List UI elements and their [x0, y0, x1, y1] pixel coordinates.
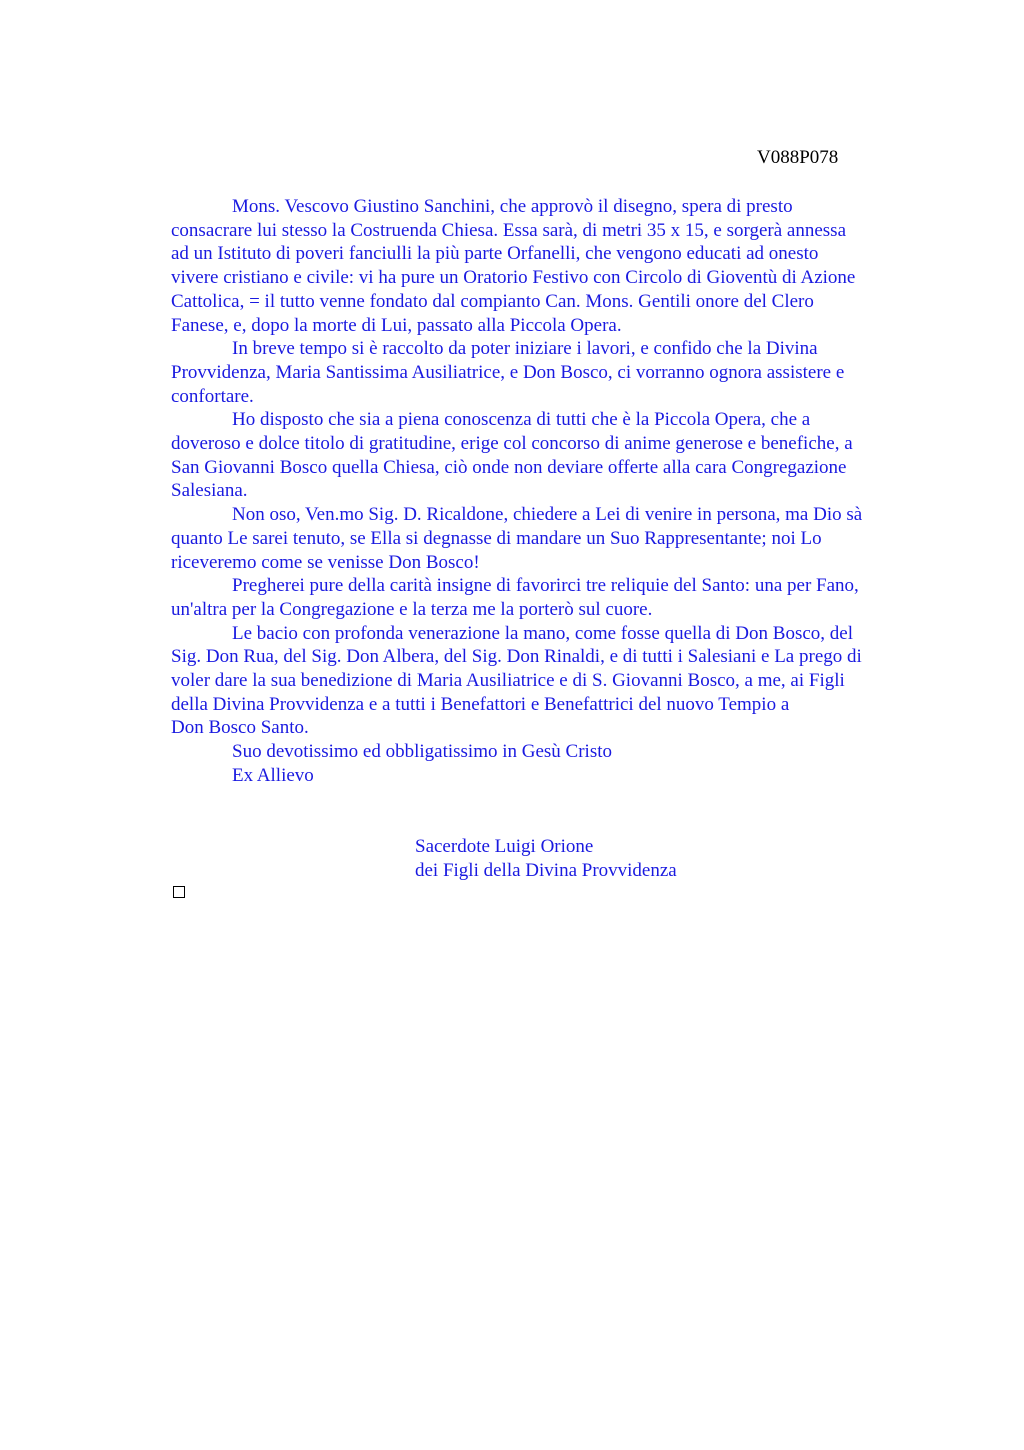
text-line: della Divina Provvidenza e a tutti i Benefattori e Benefattrici del nuovo Tempio a [171, 693, 790, 715]
text-line: Provvidenza, Maria Santissima Ausiliatrice, e Don Bosco, ci vorranno ognora assistere e [171, 361, 845, 383]
text-line: un'altra per la Congregazione e la terza me la porterò sul cuore. [171, 598, 653, 620]
text-line: riceveremo come se venisse Don Bosco! [171, 551, 480, 573]
text-line: Ho disposto che sia a piena conoscenza di tutti che è la Piccola Opera, che a [232, 409, 811, 431]
text-line: vivere cristiano e civile: vi ha pure un Oratorio Festivo con Circolo di Gioventù di Azione [171, 267, 856, 289]
signature-name: Sacerdote Luigi Orione [415, 836, 594, 857]
text-line: San Giovanni Bosco quella Chiesa, ciò onde non deviare offerte alla cara Congregazione [171, 456, 847, 478]
text-line: Cattolica, = il tutto venne fondato dal compianto Can. Mons. Gentili onore del Clero [171, 290, 814, 312]
text-line: Salesiana. [171, 480, 248, 502]
page-id: V088P078 [757, 147, 839, 168]
signature-block [415, 835, 677, 882]
text-line: doveroso e dolce titolo di gratitudine, erige col concorso di anime generose e benefiche, a [171, 433, 853, 455]
text-line: Non oso, Ven.mo Sig. D. Ricaldone, chiedere a Lei di venire in persona, ma Dio sà [232, 504, 863, 526]
text-line: Pregherei pure della carità insigne di favorirci tre reliquie del Santo: una per Fano, [232, 575, 859, 597]
text-line: quanto Le sarei tenuto, se Ella si degnasse di mandare un Suo Rappresentante; noi Lo [171, 527, 822, 549]
signature-title: dei Figli della Divina Provvidenza [415, 859, 677, 881]
closing-line: Ex Allievo [232, 764, 314, 786]
text-line: Sig. Don Rua, del Sig. Don Albera, del Sig. Don Rinaldi, e di tutti i Salesiani e La prego di [171, 646, 862, 668]
closing-line: Suo devotissimo ed obbligatissimo in Gesù Cristo [232, 741, 613, 763]
text-line: Le bacio con profonda venerazione la mano, come fosse quella di Don Bosco, del [232, 622, 853, 644]
text-line: confortare. [171, 385, 254, 407]
checkbox-icon [173, 886, 185, 898]
text-line: consacrare lui stesso la Costruenda Chiesa. Essa sarà, di metri 35 x 15, e sorgerà annessa [171, 219, 847, 241]
text-line: Fanese, e, dopo la morte di Lui, passato alla Piccola Opera. [171, 314, 622, 336]
text-line: In breve tempo si è raccolto da poter iniziare i lavori, e confido che la Divina [232, 338, 818, 360]
text-line: voler dare la sua benedizione di Maria Ausiliatrice e di S. Giovanni Bosco, a me, ai Figli [171, 670, 845, 692]
text-line: Don Bosco Santo. [171, 717, 309, 739]
text-line: ad un Istituto di poveri fanciulli la più parte Orfanelli, che vengono educati ad onesto [171, 243, 819, 265]
text-line: Mons. Vescovo Giustino Sanchini, che approvò il disegno, spera di presto [232, 196, 793, 217]
letter-body [171, 195, 931, 788]
